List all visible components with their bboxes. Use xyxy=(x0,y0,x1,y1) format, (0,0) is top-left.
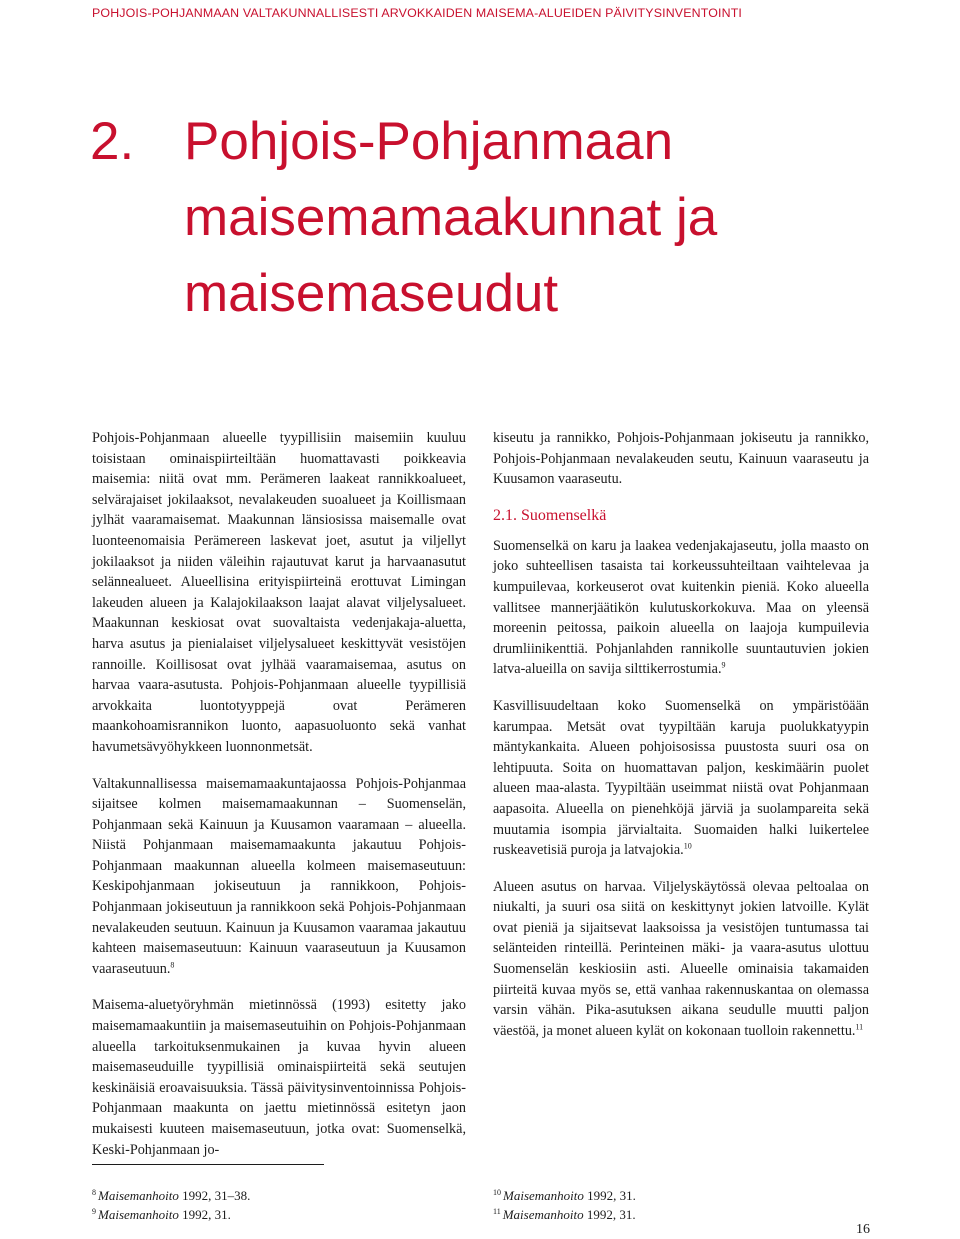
body-paragraph xyxy=(493,536,869,680)
footnote-ref: 8 xyxy=(170,960,175,970)
footnote-citation: 1992, 31. xyxy=(583,1207,636,1222)
chapter-title-line: Pohjois-Pohjanmaan xyxy=(184,112,674,171)
body-paragraph xyxy=(493,877,869,1042)
body-paragraph: Maisema-aluetyöryhmän mietinnössä (1993) esitetty jako maisemamaakuntiin ja maisemaseutuihin on Pohjois-Pohjanmaan alueella tarkoituksenmukainen ja kuvaa hyvin alueen maisemaseuduille tyypillisiä ominaispiirteitä sekä seutujen keskinäisiä eroavaisuuksia. Tässä päivitysinventoinnissa Pohjois-Pohjanmaan maakunta on jaettu mietinnössä esitetyn jaon mukaisesti kuuteen maisemaseutuun, jotka ovat: Suomenselkä, Keski-Pohjanmaan jo- xyxy=(92,997,466,1158)
paragraph-text: Suomenselkä on karu ja laakea vedenjakajaseutu, jolla maasto on joko suhteellisen tasaista tai korkeussuhteiltaan vaihtelevaa ja kumpuilevaa, korkeuserot ovat kuitenkin pieniä. Koko alueella vallitsee mannerjäätikön kulutuskorkokuva. Maa on yleensä moreenin peitossa, paikoin alueella on laajoja kumpuilevia drumliinikenttiä. Pohjanlahden rannikolle suuntautuvien jokien latva-alueilla on savija silttikerrostumia. xyxy=(493,537,869,678)
body-paragraph: Pohjois-Pohjanmaan alueelle tyypillisiin maisemiin kuuluu toisistaan ominaispiirteiltään huomattavasti poikkeavia maisemia: niitä ovat mm. Perämeren laakeat rannikkoalueet, selvärajaiset jokilaaksot, nevalakeuden suoalueet ja Koillismaan jylhät vaaramaisemat. Maakunnan länsiosissa maisemalle ovat luonteenomaisia Perämereen laskevat joet, asutut ja viljellyt jokilaaksot ja niiden väleihin rajautuvat karut ja harvaanasutut selännealueet. Alueellisina erityispiirteinä erottuvat Limingan lakeuden alueen ja Kalajokilaakson laajat alavat viljelysalueet. Maakunnan keskiosat ovat suovaltaista vedenjakaja-aluetta, harva asutus ja pienialaiset viljelysalueet keskittyvät vesistöjen rannoille. Koillisosat ovat jylhää vaaramaisemaa, asutus on harvaa vaara-asutusta. Pohjois-Pohjanmaan alueelle tyypillisiä arvokkaita luontotyyppejä ovat Perämeren maankohoamisrannikon luonto, aapasuoluonto sekä vanhat havumetsävyöhykkeen luonnonmetsät. xyxy=(92,430,466,755)
footnote xyxy=(493,1205,853,1224)
footnote-number: 10 xyxy=(493,1187,501,1197)
footnote-citation: 1992, 31–38. xyxy=(178,1188,251,1203)
section-heading: 2.1. Suomenselkä xyxy=(493,506,607,524)
paragraph-text: Valtakunnallisessa maisemamaakuntajaossa Pohjois-Pohjanmaa sijaitsee kolmen maisemamaakunnan – Suomenselän, Pohjanmaan sekä Kainuun ja Kuusamon vaaramaan – alueella. Niistä Pohjanmaan maisemamaakunta jakautuu Pohjois-Pohjanmaan maakunnan alueella kolmeen maisemaseutuun: Keskipohjanmaan jokiseutuun ja rannikkoon, Pohjois-Pohjanmaan jokiseutuun ja rannikkoon sekä Pohjois-Pohjanmaan nevalakeuden seutuun. Kainuun ja Kuusamon vaaramaa jakautuu kahteen maisemaseutuun: Kainuun vaaraseutuun ja Kuusamon vaaraseutuun. xyxy=(92,775,466,977)
paragraph-text: Kasvillisuudeltaan koko Suomenselkä on ympäristöään karumpaa. Metsät ovat tyypiltään karuja puolukkatyypin mäntykankaita. Alueen pohjoisosissa puustosta suuri osa on lehtipuuta. Soita on huomattavan paljon, keskimäärin puolet alueen maa-alasta. Tyypiltään useimmat niistä ovat Pohjanmaan aapasoita. Alueella on pienehköjä järviä ja suolampareita sekä muutamia isompia järvialtaita. Suomaiden halki luikertelee ruskeavetisiä puroja ja latvajokia. xyxy=(493,697,869,859)
footnotes-left xyxy=(92,1186,452,1224)
footnote-citation: 1992, 31. xyxy=(178,1207,231,1222)
footnote xyxy=(92,1205,452,1224)
footnote-number: 11 xyxy=(493,1206,501,1216)
footnotes-right xyxy=(493,1186,853,1224)
chapter-title-line: maisemaseudut xyxy=(184,264,559,323)
page-number: 16 xyxy=(856,1222,870,1237)
footnote-source: Maisemanhoito xyxy=(98,1188,179,1203)
footnote-source: Maisemanhoito xyxy=(503,1188,584,1203)
footnote-source: Maisemanhoito xyxy=(98,1207,179,1222)
running-head: POHJOIS-POHJANMAAN VALTAKUNNALLISESTI ARVOKKAIDEN MAISEMA-ALUEIDEN PÄIVITYSINVENTOINTI xyxy=(92,6,743,20)
footnote-source: Maisemanhoito xyxy=(502,1207,584,1222)
footnote xyxy=(92,1186,452,1205)
footnote xyxy=(493,1186,853,1205)
footnote-divider xyxy=(92,1164,324,1165)
body-paragraph xyxy=(92,774,466,980)
paragraph-text: Alueen asutus on harvaa. Viljelyskäytössä olevaa peltoalaa on niukalti, ja suuri osa siitä on keskittynyt jokien latvoille. Kylät ovat pieniä ja sijaitsevat laaksoissa ja vesistöjen tuntumassa tai selänteiden rinteillä. Perinteinen mäki- ja vaara-asutus ulottuu Suomenselän keskiosiin asti. Alueelle ominaisia takamaiden piirteitä kuvaa myös se, että vanhaa rakennuskantaa on olemassa varsin vähän. Pika-asutuksen aikana seudulle muutti paljon väestöä, ja monet alueen kylät on kokonaan tuolloin rakennettu. xyxy=(493,878,869,1039)
footnote-citation: 1992, 31. xyxy=(583,1188,636,1203)
footnote-number: 8 xyxy=(92,1187,96,1197)
right-column xyxy=(493,428,869,1041)
body-paragraph xyxy=(493,696,869,861)
footnote-ref: 10 xyxy=(683,841,692,851)
footnote-ref: 9 xyxy=(721,660,726,670)
chapter-title-line: maisemamaakunnat ja xyxy=(184,188,718,247)
footnote-ref: 11 xyxy=(855,1022,864,1032)
body-paragraph: kiseutu ja rannikko, Pohjois-Pohjanmaan jokiseutu ja rannikko, Pohjois-Pohjanmaan nevalakeuden seutu, Kainuun vaaraseutu ja Kuusamon vaaraseutu. xyxy=(493,430,869,488)
chapter-title xyxy=(184,104,884,332)
left-column xyxy=(92,428,466,1160)
footnote-number: 9 xyxy=(92,1206,96,1216)
chapter-number: 2. xyxy=(90,112,135,171)
